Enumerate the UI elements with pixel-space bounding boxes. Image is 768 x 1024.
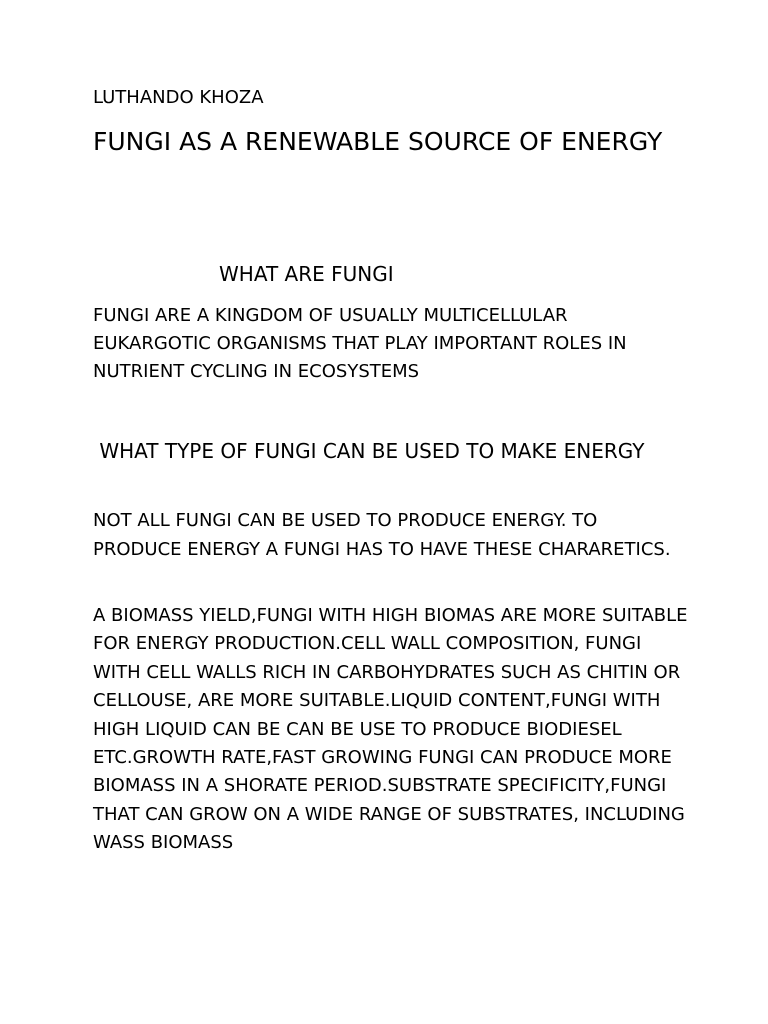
author-name: LUTHANDO KHOZA xyxy=(93,87,264,108)
document-title: FUNGI AS A RENEWABLE SOURCE OF ENERGY xyxy=(93,127,663,156)
paragraph-fungi-characteristics: A BIOMASS YIELD,FUNGI WITH HIGH BIOMAS ARE MORE SUITABLE FOR ENERGY PRODUCTION.CELL WALL COMPOSITION, FUNGI WITH CELL WALLS RICH IN CARBOHYDRATES SUCH AS CHITIN OR CELLOUSE, ARE MORE SUITABLE.LIQUID CONTENT,FUNGI WITH HIGH LIQUID CAN BE CAN BE USE TO PRODUCE BIODIESEL ETC.GROWTH RATE,FAST GROWING FUNGI CAN PRODUCE MORE BIOMASS IN A SHORATE PERIOD.SUBSTRATE SPECIFICITY,FUNGI THAT CAN GROW ON A WIDE RANGE OF SUBSTRATES, INCLUDING WASS BIOMASS xyxy=(93,605,688,854)
section-heading-what-are-fungi: WHAT ARE FUNGI xyxy=(219,262,394,286)
section-heading-what-type-of-fungi: WHAT TYPE OF FUNGI CAN BE USED TO MAKE ENERGY xyxy=(93,439,645,463)
paragraph-not-all-fungi: NOT ALL FUNGI CAN BE USED TO PRODUCE ENERGY. TO PRODUCE ENERGY A FUNGI HAS TO HAVE THESE CHARARETICS. xyxy=(93,510,671,560)
paragraph-fungi-definition: FUNGI ARE A KINGDOM OF USUALLY MULTICELLULAR EUKARGOTIC ORGANISMS THAT PLAY IMPORTANT ROLES IN NUTRIENT CYCLING IN ECOSYSTEMS xyxy=(93,305,627,382)
